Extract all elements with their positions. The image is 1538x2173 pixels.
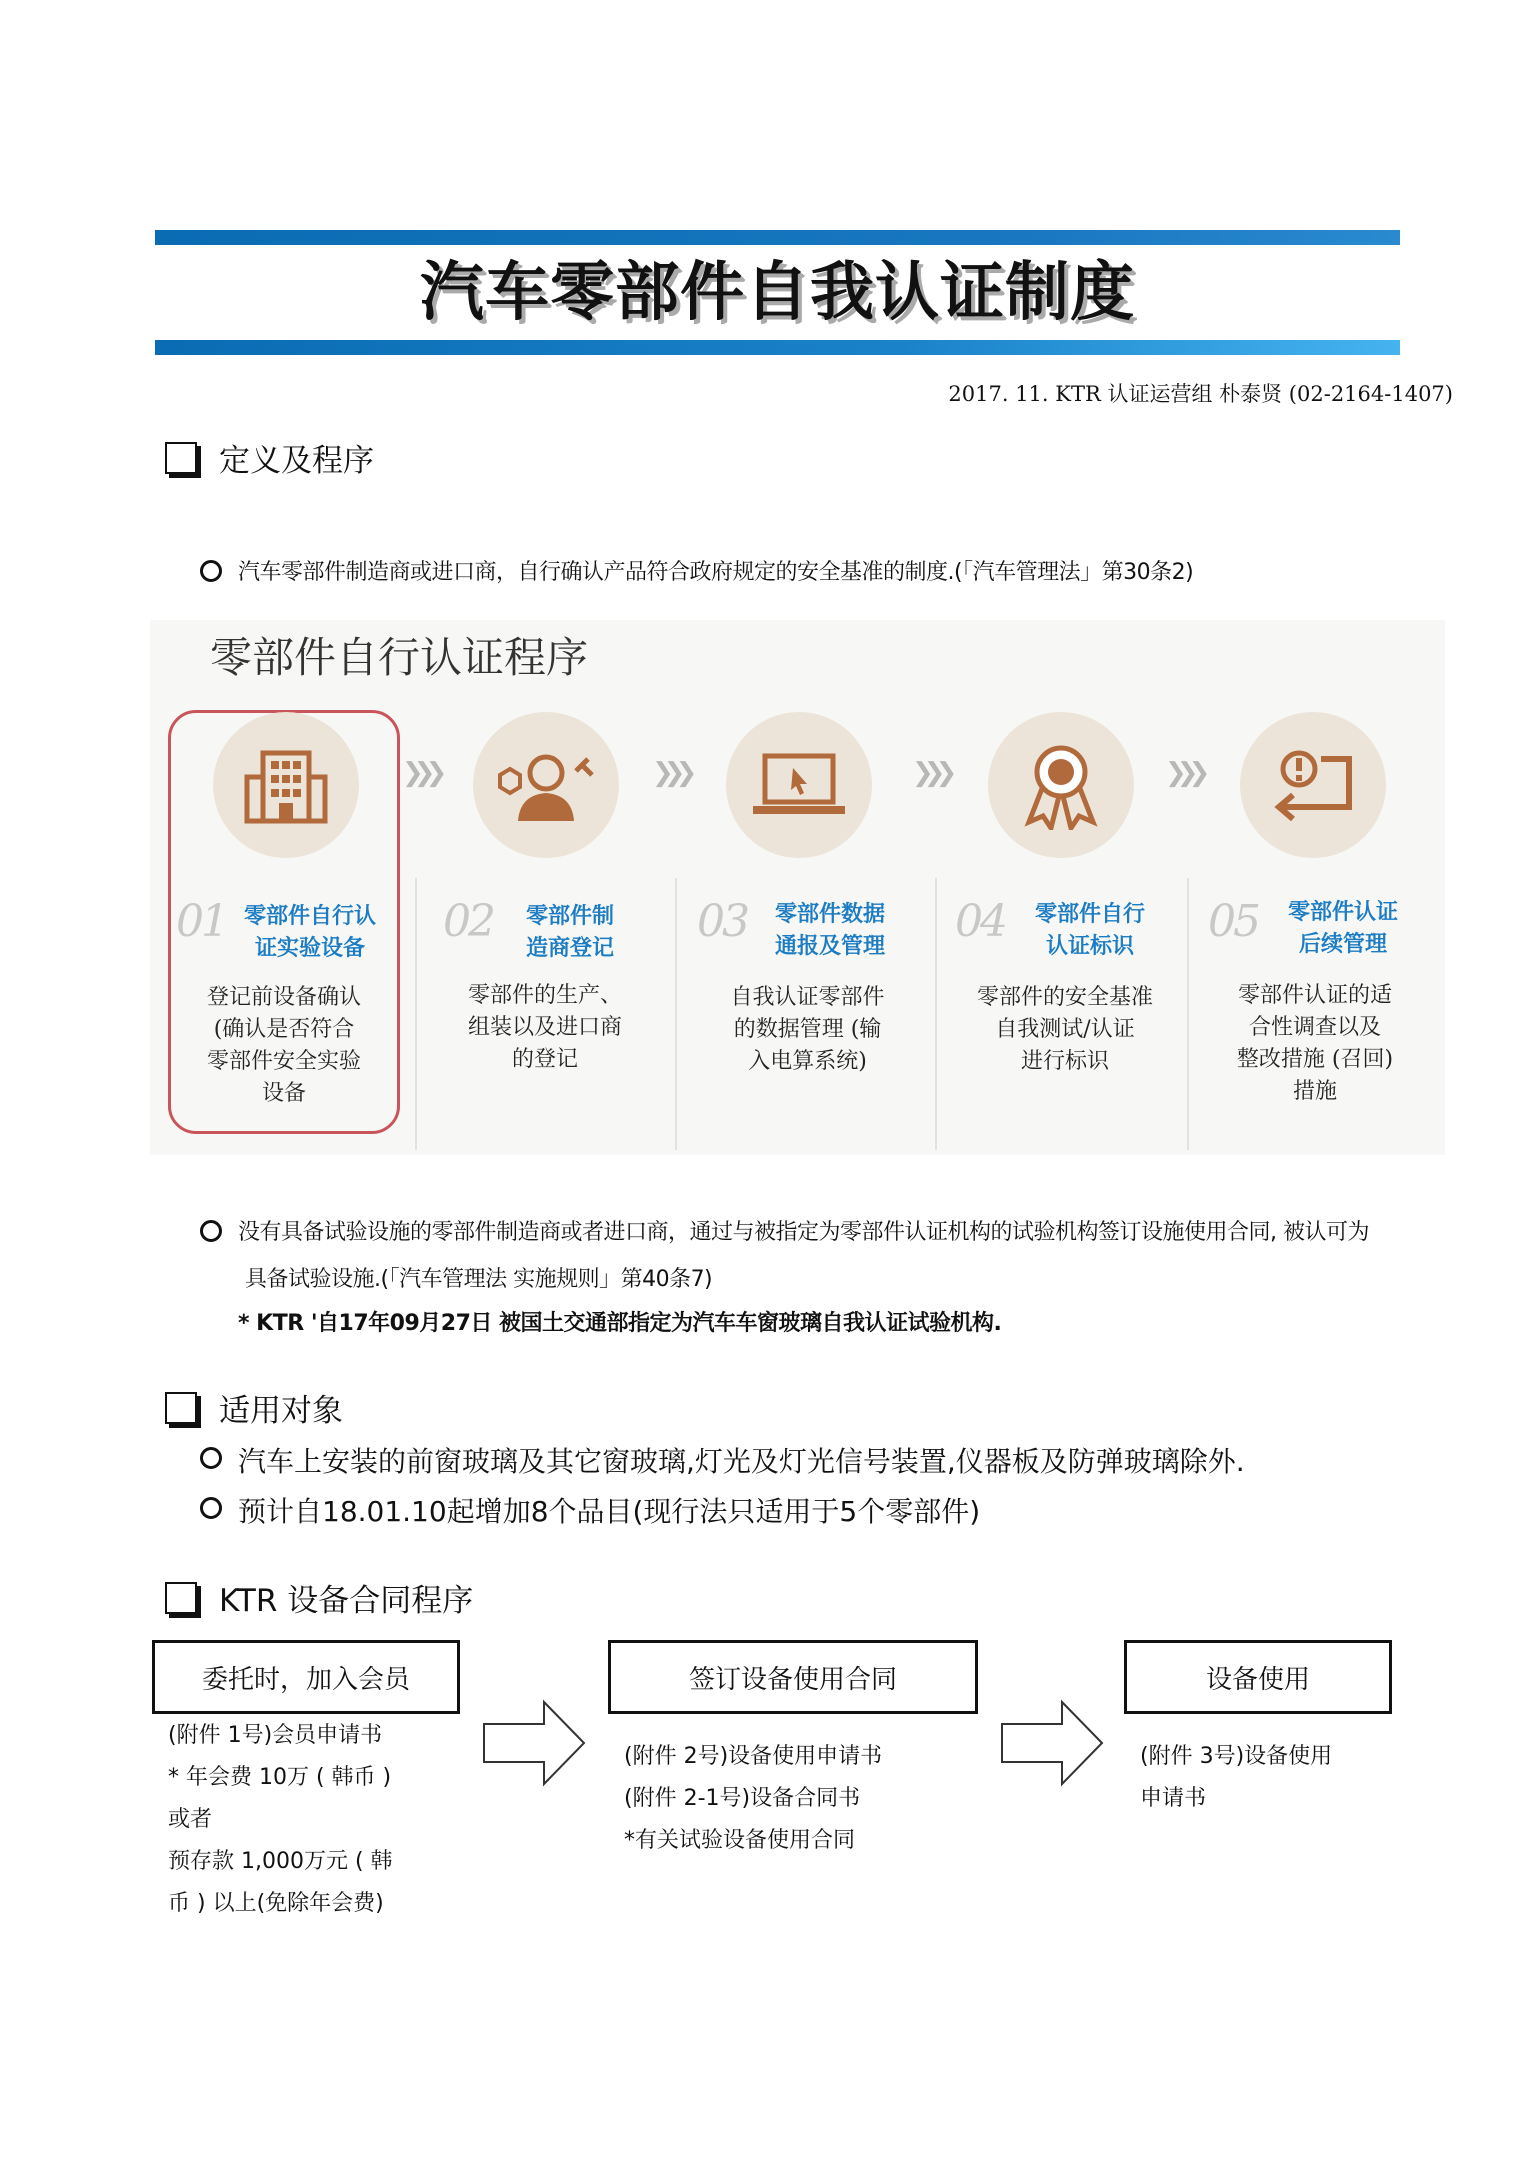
step-description: 零部件认证的适 合性调查以及 整改措施 (召回) 措施	[1236, 983, 1394, 1104]
document-title: 汽车零部件自我认证制度	[420, 255, 1135, 330]
circle-bullet-icon	[200, 1447, 222, 1469]
flow-notes: (附件 2号)设备使用申请书 (附件 2-1号)设备合同书 *有关试验设备使用合同	[624, 1744, 883, 1853]
step-number: 05	[1208, 896, 1258, 947]
title-top-bar	[155, 230, 1400, 245]
step-number: 03	[697, 896, 747, 947]
bullet-continuation: 具备试验设施.(「汽车管理法 实施规则」第40条7)	[245, 1267, 713, 1292]
building-icon	[213, 712, 359, 858]
flow-step-usage: 设备使用	[1124, 1640, 1392, 1714]
bullet-text: 没有具备试验设施的零部件制造商或者进口商，通过与被指定为零部件认证机构的试验机构签订设施使用合同, 被认可为	[238, 1220, 1369, 1245]
step-divider	[1187, 878, 1189, 1150]
arrow-right-icon	[482, 1698, 587, 1788]
worker-wrench-icon	[473, 712, 619, 858]
step-description: 自我认证零部件 的数据管理 (输 入电算系统)	[730, 985, 885, 1074]
checkbox-square-icon	[165, 442, 197, 474]
scope-bullet	[200, 1490, 980, 1530]
step-number: 04	[955, 896, 1005, 947]
definition-bullet	[200, 555, 1193, 586]
step-title: 零部件认证 后续管理	[1287, 899, 1398, 957]
flow-step-membership: 委托时，加入会员	[152, 1640, 460, 1714]
step-divider	[935, 878, 937, 1150]
step-number: 01	[176, 896, 226, 947]
flow-notes: (附件 3号)设备使用 申请书	[1140, 1744, 1333, 1811]
return-alert-icon	[1240, 712, 1386, 858]
flow-notes: (附件 1号)会员申请书 * 年会费 10万 ( 韩币 ) 或者 预存款 1,000万元 ( 韩 币 ) 以上(免除年会费)	[168, 1723, 393, 1916]
section-heading: 定义及程序	[219, 443, 374, 479]
byline: 2017. 11. KTR 认证运营组 朴泰贤 (02-2164-1407)	[948, 382, 1453, 406]
step-title: 零部件制 造商登记	[525, 903, 614, 961]
section-scope	[165, 1385, 343, 1430]
bullet-text: 汽车上安装的前窗玻璃及其它窗玻璃,灯光及灯光信号装置,仪器板及防弹玻璃除外.	[238, 1445, 1245, 1478]
step-divider	[675, 878, 677, 1150]
checkbox-square-icon	[165, 1392, 197, 1424]
circle-bullet-icon	[200, 1497, 222, 1519]
step-title: 零部件自行认 证实验设备	[243, 903, 376, 961]
section-heading: KTR 设备合同程序	[219, 1583, 474, 1619]
section-definition	[165, 435, 374, 480]
bullet-text: 预计自18.01.10起增加8个品目(现行法只适用于5个零部件)	[238, 1495, 981, 1528]
facility-bullet	[200, 1215, 1369, 1246]
chevron-right-icon: ❯❯❯	[402, 758, 438, 788]
step-number: 02	[443, 896, 493, 947]
step-divider	[415, 878, 417, 1150]
flow-step-contract: 签订设备使用合同	[608, 1640, 978, 1714]
award-ribbon-icon	[988, 712, 1134, 858]
chevron-right-icon: ❯❯❯	[652, 758, 688, 788]
section-heading: 适用对象	[219, 1393, 343, 1429]
step-description: 零部件的安全基准 自我测试/认证 进行标识	[976, 985, 1153, 1074]
laptop-icon	[726, 712, 872, 858]
section-ktr-contract	[165, 1575, 473, 1620]
circle-bullet-icon	[200, 1220, 222, 1242]
step-description: 零部件的生产、 组装以及进口商 的登记	[467, 983, 622, 1072]
checkbox-square-icon	[165, 1582, 197, 1614]
scope-bullet	[200, 1440, 1245, 1480]
step-title: 零部件自行 认证标识	[1034, 901, 1145, 959]
chevron-right-icon: ❯❯❯	[1165, 758, 1201, 788]
ktr-note: * KTR '自17年09月27日 被国土交通部指定为汽车车窗玻璃自我认证试验机构.	[238, 1311, 1002, 1336]
step-title: 零部件数据 通报及管理	[774, 901, 885, 959]
title-bottom-bar	[155, 340, 1400, 355]
chevron-right-icon: ❯❯❯	[912, 758, 948, 788]
bullet-text: 汽车零部件制造商或进口商，自行确认产品符合政府规定的安全基准的制度.(「汽车管理法」第30条2)	[238, 560, 1194, 585]
arrow-right-icon	[1000, 1698, 1105, 1788]
circle-bullet-icon	[200, 560, 222, 582]
step-description: 登记前设备确认 (确认是否符合 零部件安全实验 设备	[206, 985, 361, 1106]
procedure-heading: 零部件自行认证程序	[210, 633, 589, 682]
